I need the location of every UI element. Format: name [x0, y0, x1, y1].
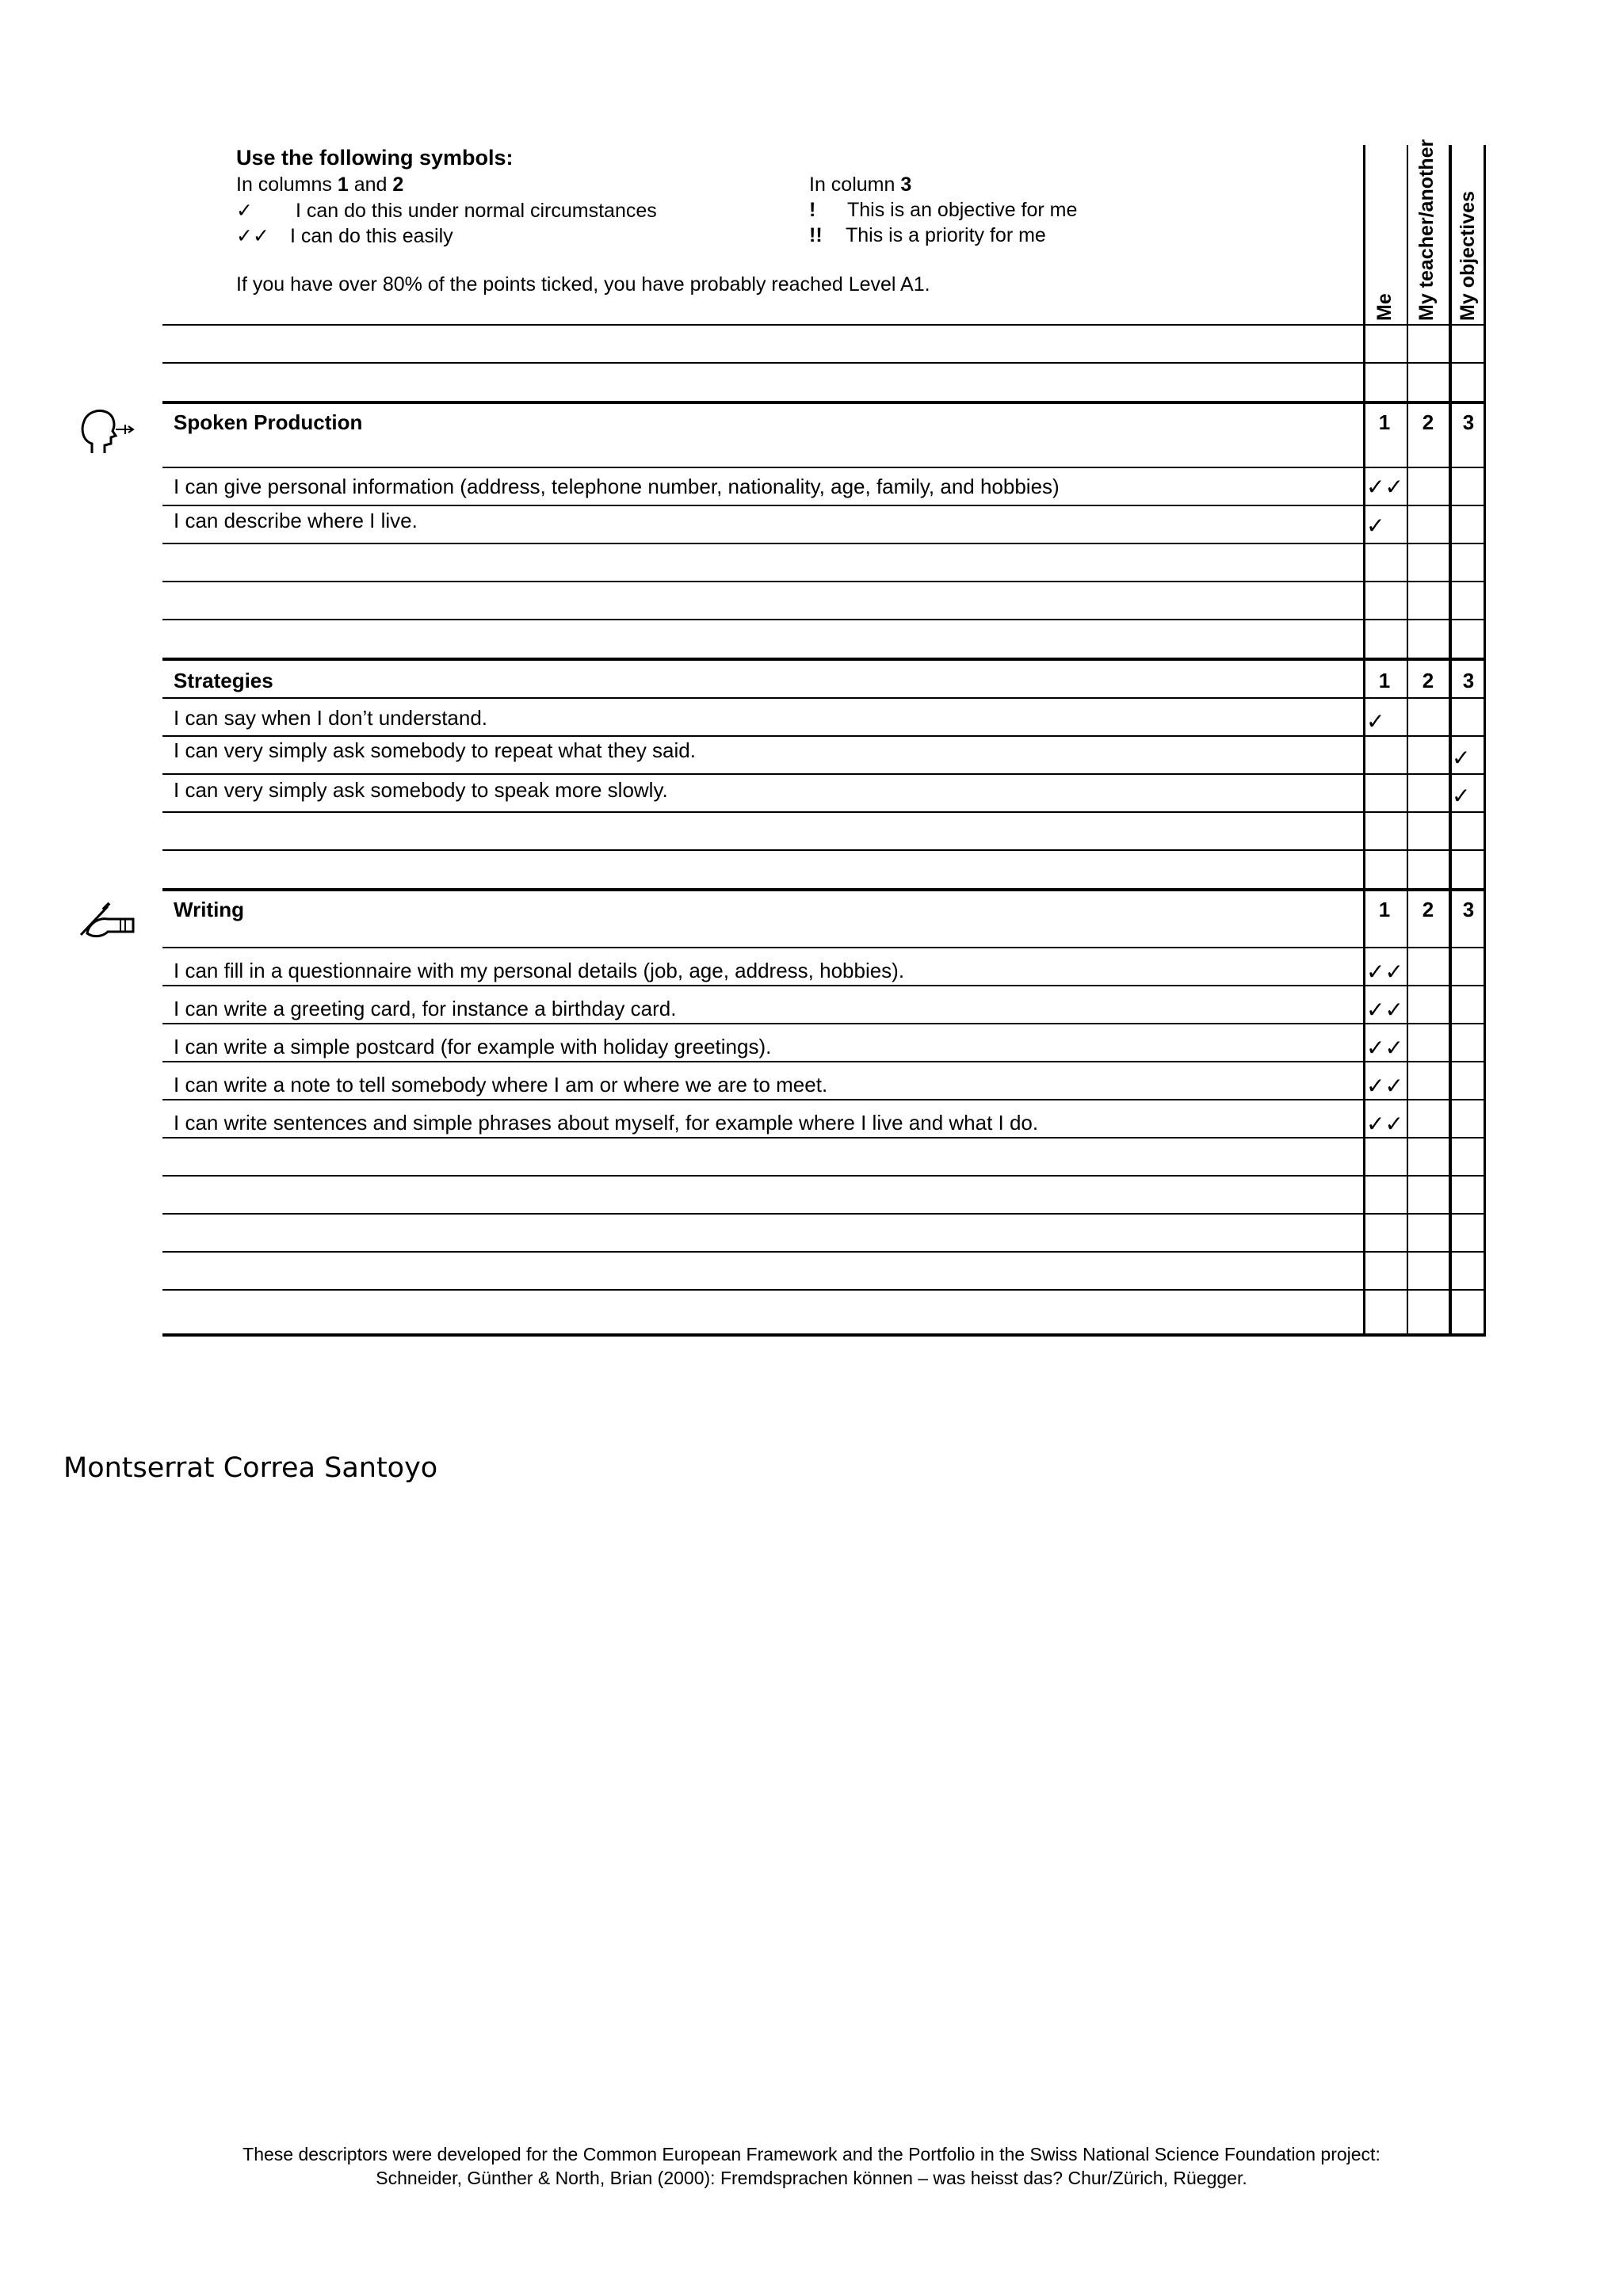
column-number-3: 3 — [1462, 669, 1475, 692]
grid-line — [162, 362, 1486, 364]
grid-line — [162, 543, 1486, 544]
column-number-1: 1 — [1378, 669, 1391, 692]
grid-line — [162, 985, 1486, 986]
grid-line — [162, 1251, 1486, 1253]
grid-line — [162, 947, 1486, 948]
section-rule — [162, 658, 1486, 661]
grid-line — [162, 1099, 1486, 1100]
column-number-3: 3 — [1462, 410, 1475, 434]
tick-mark: ✓✓ — [1366, 997, 1403, 1023]
tick-mark: ✓✓ — [1366, 1035, 1403, 1061]
column-number-3: 3 — [1462, 898, 1475, 921]
footer-line-2: Schneider, Günther & North, Brian (2000): Fremdsprachen können – was heisst das? Chur/Zürich, Rüegger. — [376, 2168, 1247, 2188]
grid-line — [162, 773, 1486, 775]
legend-double-excl: !! This is a priority for me — [809, 224, 1046, 246]
descriptor-row: I can write a note to tell somebody where I am or where we are to meet. — [174, 1073, 828, 1097]
legend-double-tick: ✓✓ I can do this easily — [236, 224, 453, 247]
grid-line — [162, 1213, 1486, 1215]
grid-line — [162, 505, 1486, 506]
column-number-2: 2 — [1422, 669, 1434, 692]
legend-excl: ! This is an objective for me — [809, 199, 1078, 221]
descriptor-row: I can say when I don’t understand. — [174, 706, 488, 730]
tick-mark: ✓ — [1452, 783, 1471, 809]
legend-note: If you have over 80% of the points ticked, you have probably reached Level A1. — [236, 273, 930, 296]
section-title-writing: Writing — [174, 898, 245, 921]
grid-line — [162, 697, 1486, 699]
grid-line — [162, 581, 1486, 582]
column-number-1: 1 — [1378, 410, 1391, 434]
legend-tick: ✓ I can do this under normal circumstances — [236, 199, 657, 222]
grid-line — [162, 324, 1486, 326]
grid-line — [162, 467, 1486, 468]
grid-line — [162, 1061, 1486, 1062]
descriptor-row: I can very simply ask somebody to speak more slowly. — [174, 778, 668, 802]
tick-mark: ✓✓ — [1366, 474, 1403, 500]
footer-line-1: These descriptors were developed for the Common European Framework and the Portfolio in the Swiss National Science Foundation project: — [242, 2144, 1381, 2164]
section-rule — [162, 401, 1486, 404]
grid-line — [162, 619, 1486, 620]
tick-mark: ✓ — [1366, 513, 1385, 539]
descriptor-row: I can very simply ask somebody to repeat what they said. — [174, 738, 696, 762]
column-header-me: Me — [1373, 293, 1396, 321]
student-name: Montserrat Correa Santoyo — [63, 1452, 438, 1484]
section-rule — [162, 888, 1486, 891]
grid-line — [162, 1137, 1486, 1138]
grid-line — [162, 735, 1486, 737]
speaking-head-icon — [78, 406, 138, 463]
tick-mark: ✓✓ — [1366, 959, 1403, 985]
legend-column-3: In column 3 — [809, 174, 912, 196]
tick-mark: ✓ — [1366, 708, 1385, 734]
writing-hand-icon — [76, 895, 139, 947]
column-number-2: 2 — [1422, 410, 1434, 434]
section-title-spoken-production: Spoken Production — [174, 410, 363, 434]
legend-title: Use the following symbols: — [236, 146, 514, 170]
descriptor-row: I can describe where I live. — [174, 509, 418, 532]
legend-columns-12: In columns 1 and 2 — [236, 174, 404, 196]
section-title-strategies: Strategies — [174, 669, 273, 692]
tick-mark: ✓✓ — [1366, 1073, 1403, 1099]
grid-line — [162, 849, 1486, 851]
descriptor-row: I can write a greeting card, for instance a birthday card. — [174, 997, 677, 1020]
column-number-2: 2 — [1422, 898, 1434, 921]
descriptor-row: I can write sentences and simple phrases about myself, for example where I live and what I do. — [174, 1111, 1039, 1135]
grid-line — [162, 1175, 1486, 1177]
grid-line — [162, 811, 1486, 813]
descriptor-row: I can fill in a questionnaire with my personal details (job, age, address, hobbies). — [174, 959, 905, 982]
tick-mark: ✓ — [1452, 745, 1471, 771]
column-header-teacher: My teacher/another — [1415, 139, 1438, 321]
descriptor-row: I can write a simple postcard (for example with holiday greetings). — [174, 1035, 772, 1058]
descriptor-row: I can give personal information (address, telephone number, nationality, age, family, and hobbies) — [174, 475, 1060, 498]
tick-mark: ✓✓ — [1366, 1111, 1403, 1137]
column-number-1: 1 — [1378, 898, 1391, 921]
grid-line — [162, 1289, 1486, 1291]
section-rule — [162, 1333, 1486, 1337]
grid-line — [162, 1023, 1486, 1024]
column-header-objectives: My objectives — [1457, 191, 1479, 321]
